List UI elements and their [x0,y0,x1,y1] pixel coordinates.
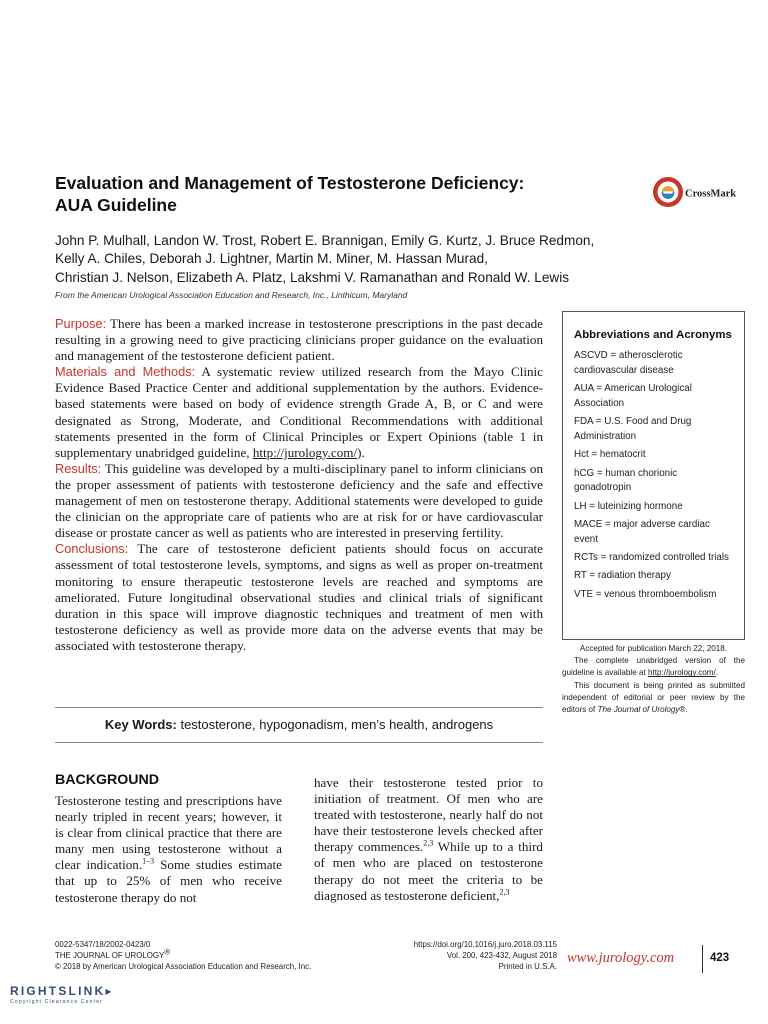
rightslink-text [10,984,170,998]
printed-end: ®. [679,705,688,715]
printed-text: This document is being printed as submitted independent of editorial or peer review by the editors of [562,680,745,715]
conclusions-text: The care of testosterone deficient patients should focus on accurate assessment of total testosterone levels, symptoms, and signs as well as proper on-treatment monitoring to ensure therapeutic testosterone levels are reached and symptoms are ameliorated. Future longitudinal observational studies and clinical trials of significant duration in this space will improve diagnostic techniques and treatment of men with testosterone deficiency as well as provide more data on the adverse events that may be associated with testosterone therapy. [55,541,543,653]
footer-copyright: © 2018 by American Urological Association Education and Research, Inc. [55,962,312,972]
abstract-purpose [55,316,543,364]
abbrev-item: MACE = major adverse cardiac event [574,518,710,545]
footer-journal-name: THE JOURNAL OF UROLOGY [55,951,165,961]
results-text: This guideline was developed by a multi-disciplinary panel to inform clinicians on the proper assessment of patients with testosterone deficiency and the safe and effective management of men on testosterone therapy. Additional statements were developed to guide the clinician on the appropriate care of patients who are at risk for or have cardiovascular disease or prostate cancer as well as patients who are interested in preserving fertility. [55,460,543,541]
abstract-methods [55,364,543,461]
abbreviations-title: Abbreviations and Acronyms [574,329,732,341]
footer-publication-info [55,939,311,972]
supplement-link[interactable]: http://jurology.com/ [252,444,358,460]
journal-name: The Journal of Urology [597,705,680,715]
purpose-label: Purpose: [55,316,107,331]
col1-text-a: Testosterone testing and prescriptions have nearly tripled in recent years; however, it is clear from clinical practice that there are many men using testosterone without a clear indication. [55,793,282,873]
methods-end: ). [357,444,365,460]
footer-printed: Printed in U.S.A. [498,962,557,972]
title-line-1: Evaluation and Management of Testosterone Deficiency: [55,173,525,193]
keywords-bar [55,707,543,743]
citation-ref[interactable]: 2,3 [423,839,434,849]
footer-divider [702,945,703,973]
abstract [55,316,543,654]
article-title [55,172,615,216]
abbrev-item: LH = luteinizing hormone [574,500,683,512]
abbrev-item: RT = radiation therapy [574,570,671,582]
title-line-2: AUA Guideline [55,195,177,215]
page-number: 423 [710,952,730,964]
body-column-2 [314,775,543,904]
citation-ref[interactable]: 2,3 [499,887,510,897]
body-column-1 [55,793,282,906]
purpose-text: There has been a marked increase in testosterone prescriptions in the past decade resulting in a growing need to give practicing clinicians proper guidance on the evaluation and management of the testosterone deficient patient. [55,316,543,364]
unabridged-text: The complete unabridged version of the guideline is available at [562,656,745,678]
results-label: Results: [55,460,102,476]
authors-line-2: Kelly A. Chiles, Deborah J. Lightner, Martin M. Miner, M. Hassan Murad, [55,251,488,267]
accepted-date: Accepted for publication March 22, 2018. [579,644,728,653]
footer-journal [55,947,311,961]
keywords-label: Key Words: [104,717,177,732]
printed-note [562,680,745,717]
abbreviations-box [562,311,745,640]
footer-issn: 0022-5347/18/2002-0423/0 [55,940,151,949]
col2-text-a: have their testosterone tested prior to initiation of treatment. Of men who are treated with testosterone, nearly half do not have their testosterone levels checked after therapy commences. [314,775,543,855]
authors-line-1: John P. Mulhall, Landon W. Trost, Robert E. Brannigan, Emily G. Kurtz, J. Bruce Redmon, [55,233,595,248]
authors-line-3: Christian J. Nelson, Elizabeth A. Platz, Lakshmi V. Ramanathan and Ronald W. Lewis [55,269,570,285]
section-heading-background: BACKGROUND [55,772,160,788]
affiliation: From the American Urological Association Education and Research, Inc., Linthicum, Maryland [55,290,408,300]
footer-volume: Vol. 200, 423-432, August 2018 [446,951,557,961]
rightslink-subtitle: Copyright Clearance Center [10,999,103,1005]
rightslink-wordmark: RIGHTSLINK [10,984,106,998]
abstract-results [55,461,543,541]
unabridged-link[interactable]: http://jurology.com/ [647,668,716,678]
rightslink-logo[interactable] [10,984,170,1014]
abstract-conclusions [55,541,543,654]
abbrev-item: Hct = hematocrit [574,449,646,461]
abbrev-item: ASCVD = atherosclerotic cardiovascular disease [574,350,683,376]
abbrev-item: FDA = U.S. Food and Drug Administration [574,416,692,442]
journal-website-link[interactable]: www.jurology.com [567,950,675,966]
footer-citation-info [343,939,557,972]
crossmark-icon [652,176,742,208]
abbrev-item: hCG = human chorionic gonadotropin [574,467,678,494]
rightslink-arrow-icon: ▸ [105,984,114,998]
unabridged-note [562,655,745,679]
abbrev-item: VTE = venous thromboembolism [574,588,717,600]
keywords-text: testosterone, hypogonadism, men’s health, androgens [180,717,494,732]
crossmark-logo[interactable] [652,176,742,208]
abbrev-item: RCTs = randomized controlled trials [574,552,729,564]
conclusions-label: Conclusions: [55,541,129,557]
col2-text-b: While up to a third of men who are placed on testosterone therapy do not meet the criteria to be diagnosed as testosterone deficient, [314,839,543,903]
author-list [55,232,705,287]
methods-label: Materials and Methods: [55,364,196,380]
abbrev-item: AUA = American Urological Association [574,383,692,409]
registered-mark: ® [164,947,171,957]
unabridged-end: . [715,668,718,678]
crossmark-text: CrossMark [685,188,737,200]
citation-ref[interactable]: 1–3 [142,857,155,867]
col1-text-b: Some studies estimate that up to 25% of men who receive testosterone therapy do not [55,857,282,905]
acceptance-note [562,643,745,716]
methods-text: A systematic review utilized research from the Mayo Clinic Evidence Based Practice Center and additional supplementation by the authors. Evidence-based statements were based on body of evidence strength Grade A, B, or C and were designated as Strong, Moderate, and Conditional Recommendations with additional statements presented in the form of Clinical Principles or Expert Opinions (table 1 in supplementary unabridged guideline, [55,364,543,460]
footer-doi[interactable]: https://doi.org/10.1016/j.juro.2018.03.115 [413,940,557,949]
